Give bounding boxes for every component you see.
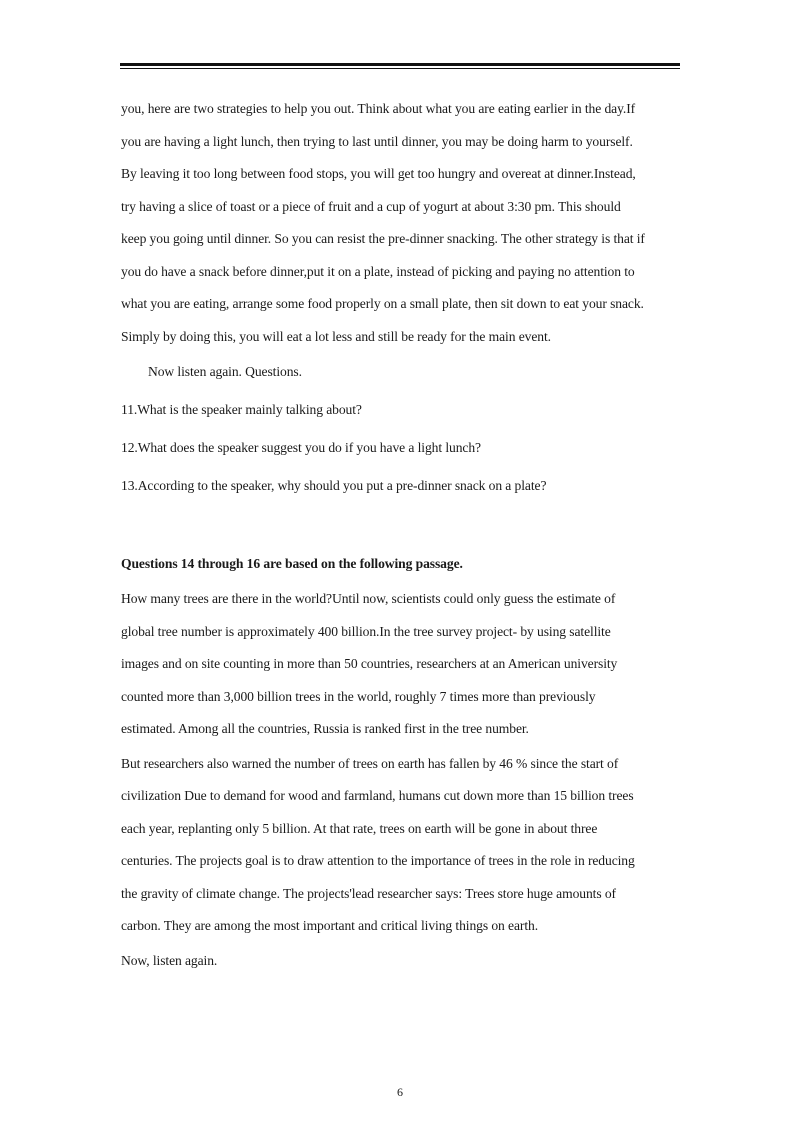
question-13: 13.According to the speaker, why should you put a pre-dinner snack on a plate? [121,478,547,493]
document-body [121,93,686,979]
passage-paragraph-2: But researchers also warned the number of trees on earth has fallen by 46 % since the start of civilization Due to demand for wood and farmland, humans cut down more than 15 billion trees each year, replanting only 5 billion. At that rate, trees on earth will be gone in about three centuries. The projects goal is to draw attention to the importance of trees in the role in reducing the gravity of climate change. The projects'lead researcher says: Trees store huge amounts of carbon. They are among the most important and critical living things on earth. [121,755,635,933]
question-12: 12.What does the speaker suggest you do if you have a light lunch? [121,440,481,455]
question-11: 11.What is the speaker mainly talking about? [121,402,362,417]
header-rule-thin [120,68,680,69]
section-heading: Questions 14 through 16 are based on the following passage. [121,556,463,571]
passage-continuation: you, here are two strategies to help you out. Think about what you are eating earlier in the day.If you are having a light lunch, then trying to last until dinner, you may be doing harm to yourself. By leaving it too long between food stops, you will get too hungry and overeat at dinner.Instead, try having a slice of toast or a piece of fruit and a cup of yogurt at about 3:30 pm. This should keep you going until dinner. So you can resist the pre-dinner snacking. The other strategy is that if you do have a snack before dinner,put it on a plate, instead of picking and paying no attention to what you are eating, arrange some food properly on a small plate, then sit down to eat your snack. Simply by doing this, you will eat a lot less and still be ready for the main event. [121,101,645,344]
section-gap [121,505,686,545]
passage-paragraph-1: How many trees are there in the world?Until now, scientists could only guess the estimate of global tree number is approximately 400 billion.In the tree survey project- by using satellite images and on site counting in more than 50 countries, researchers at an American university counted more than 3,000 billion trees in the world, roughly 7 times more than previously estimated. Among all the countries, Russia is ranked first in the tree number. [121,591,618,736]
listen-again-closing: Now, listen again. [121,952,218,968]
listen-again-instruction: Now listen again. Questions. [148,364,302,379]
header-rule-thick [120,63,680,66]
page-number: 6 [397,1085,403,1099]
